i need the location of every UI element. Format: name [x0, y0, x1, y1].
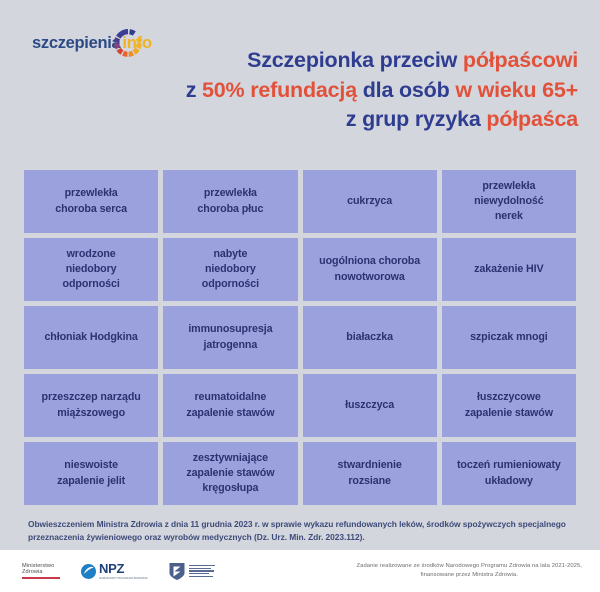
headline-accent: w wieku 65+: [455, 77, 578, 102]
headline-text: z grup ryzyka: [345, 107, 487, 132]
risk-group-card: chłoniak Hodgkina: [24, 306, 158, 369]
headline-text: z: [185, 77, 203, 102]
risk-group-grid: [24, 170, 576, 505]
risk-group-card: przewlekła niewydolność nerek: [442, 170, 576, 233]
risk-group-card: wrodzone niedobory odporności: [24, 238, 158, 301]
risk-group-card: nieswoiste zapalenie jelit: [24, 442, 158, 505]
risk-group-card: łuszczycowe zapalenie stawów: [442, 374, 576, 437]
npz-wordmark: NPZ: [99, 561, 125, 577]
headline-accent: 50% refundacją: [202, 77, 357, 102]
npz-logo: [80, 562, 148, 579]
headline-text: dla osób: [356, 77, 456, 102]
risk-group-card: zakażenie HIV: [442, 238, 576, 301]
risk-group-card: szpiczak mnogi: [442, 306, 576, 369]
funding-credit-line-1: Zadanie realizowane ze środków Narodowego Programu Zdrowia na lata 2021-2025,: [356, 562, 582, 569]
headline-line-2: [158, 76, 578, 106]
risk-group-card: uogólniona choroba nowotworowa: [303, 238, 437, 301]
legal-note: Obwieszczeniem Ministra Zdrowia z dnia 11 grudnia 2023 r. w sprawie wykazu refundowanych leków, środków spożywczych specjalnego przeznaczenia żywieniowego oraz wyrobów medycznych (Dz. Urz. Min. Zdr. 2023.112).: [28, 519, 566, 543]
poster-footer: [0, 550, 600, 592]
risk-group-card: nabyte niedobory odporności: [163, 238, 297, 301]
risk-group-card: toczeń rumieniowaty układowy: [442, 442, 576, 505]
poster-header: [0, 0, 600, 152]
pzh-logo: [168, 561, 215, 581]
logo-info-text: info: [122, 33, 152, 52]
pzh-name-lines: [189, 565, 215, 577]
risk-group-card: łuszczyca: [303, 374, 437, 437]
npz-subtitle: NARODOWY PROGRAM ZDROWIA: [99, 575, 148, 580]
funding-credit-line-2: finansowane przez Ministra Zdrowia.: [420, 572, 518, 578]
headline-text: Szczepionka przeciw: [247, 48, 463, 72]
risk-group-card: stwardnienie rozsiane: [303, 442, 437, 505]
headline-accent: półpaścowi: [462, 48, 578, 72]
npz-swirl-icon: [80, 563, 97, 580]
npz-text-block: [99, 562, 148, 579]
footer-logo-group: [22, 561, 215, 581]
risk-group-card: zesztywniające zapalenie stawów kręgosłupa: [163, 442, 297, 505]
risk-group-card: immunosupresja jatrogenna: [163, 306, 297, 369]
page-title: [158, 46, 578, 135]
risk-group-card: przewlekła choroba płuc: [163, 170, 297, 233]
headline-line-1: [158, 46, 578, 76]
ministry-of-health-logo: [22, 563, 60, 579]
risk-group-card: przewlekła choroba serca: [24, 170, 158, 233]
logo-wordmark: szczepienia: [32, 33, 121, 52]
risk-group-card: reumatoidalne zapalenie stawów: [163, 374, 297, 437]
risk-group-card: białaczka: [303, 306, 437, 369]
ministry-line-1: Ministerstwo: [22, 562, 55, 569]
headline-line-3: [158, 105, 578, 135]
funding-credit: [356, 562, 582, 580]
pzh-shield-icon: [168, 561, 186, 581]
ministry-line-2: Zdrowia: [22, 569, 43, 576]
szczepienia-info-logo: [32, 28, 152, 58]
risk-group-card: cukrzyca: [303, 170, 437, 233]
headline-accent: półpaśca: [486, 107, 578, 132]
ministry-red-bar-icon: [22, 577, 60, 579]
risk-group-card: przeszczep narządu miąższowego: [24, 374, 158, 437]
